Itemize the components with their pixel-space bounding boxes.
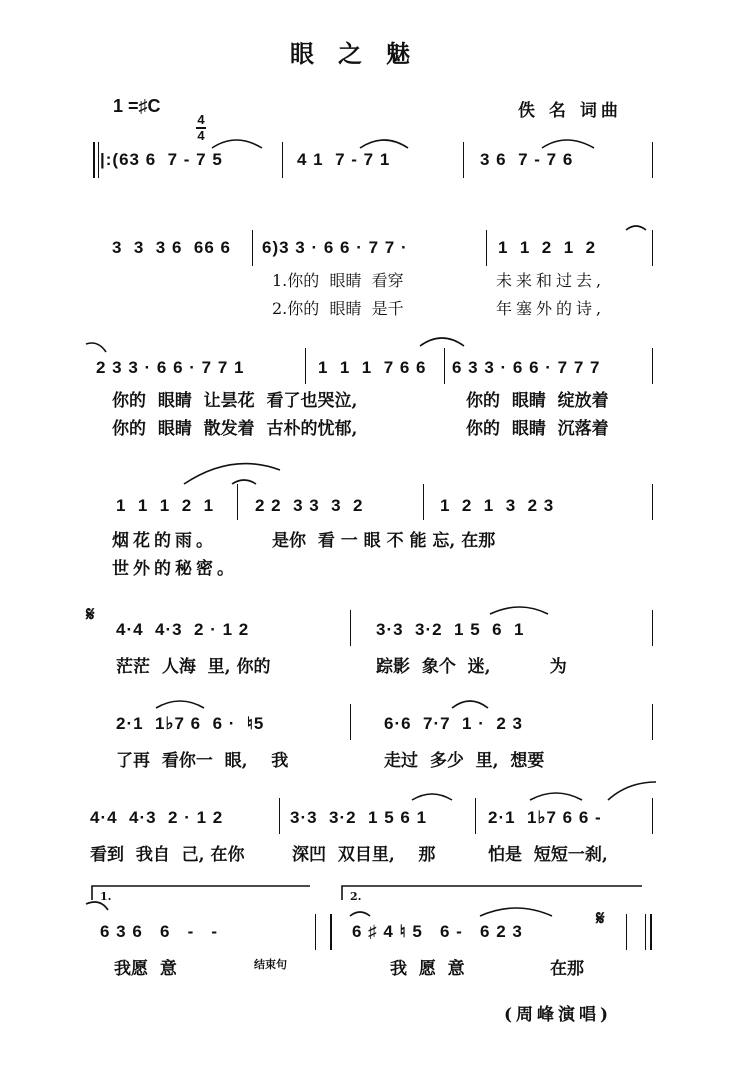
slur bbox=[350, 912, 370, 916]
system8-ending2-notes: 6 ♯ 4 ♮ 5 6 - 6 2 3 bbox=[352, 922, 523, 941]
volta-bracket-2 bbox=[342, 886, 642, 900]
system7-lyrics1b: 深凹 双目里, 那 bbox=[292, 845, 436, 865]
system8-lyrics1c: 在那 bbox=[550, 959, 584, 979]
system8-lyrics1a: 我愿 意 bbox=[114, 959, 177, 979]
system5-measure2: 3·3 3·2 1 5 6 1 bbox=[376, 620, 525, 639]
slur bbox=[360, 140, 408, 148]
system4-measure2: 2 2 3 3 3 2 bbox=[255, 496, 364, 515]
system3-lyrics1b: 你的 眼睛 绽放着 bbox=[466, 391, 609, 411]
performer-credit: (周峰演唱) bbox=[504, 1005, 613, 1025]
system3-measure2: 1 1 1 7 6 6 bbox=[318, 358, 427, 377]
slur bbox=[490, 607, 548, 614]
slur bbox=[420, 338, 464, 346]
segno-icon: 𝄋 bbox=[596, 906, 605, 930]
volta-bracket-1 bbox=[92, 886, 310, 900]
time-signature: 4 4 bbox=[197, 112, 205, 143]
end-phrase-label: 结束句 bbox=[254, 958, 287, 971]
system3-lyrics2b: 你的 眼睛 沉落着 bbox=[466, 419, 609, 439]
system4-measure3: 1 2 1 3 2 3 bbox=[440, 496, 555, 515]
system6-lyrics1a: 了再 看你一 眼, 我 bbox=[116, 751, 289, 771]
system4-lyrics2a: 世外的秘密。 bbox=[112, 559, 238, 579]
system2-lyrics1a: 1.你的 眼睛 看穿 bbox=[272, 271, 404, 290]
ending2-label: 2. bbox=[350, 890, 362, 903]
segno-icon: 𝄋 bbox=[86, 602, 95, 626]
system5-lyrics1a: 茫茫 人海 里, 你的 bbox=[116, 657, 271, 677]
slur bbox=[452, 701, 488, 708]
system2-measure3: 1 1 2 1 2 bbox=[498, 238, 597, 257]
system7-measure1: 4·4 4·3 2 · 1 2 bbox=[90, 808, 224, 827]
system2-lyrics2b: 年塞外的诗, bbox=[496, 299, 606, 318]
system2-measure2: 6)3 3 · 6 6 · 7 7 · bbox=[262, 238, 408, 257]
slur bbox=[232, 480, 256, 484]
slur bbox=[86, 902, 108, 910]
system5-lyrics1b: 踪影 象个 迷, 为 bbox=[376, 657, 567, 677]
system6-measure2: 6·6 7·7 1 · 2 3 bbox=[384, 714, 523, 733]
system8-ending1-notes: 6 3 6 6 - - bbox=[100, 922, 219, 941]
slur bbox=[412, 794, 452, 800]
system1-measure1: |:(63 6 7 - 7 5 bbox=[100, 150, 223, 169]
system6-lyrics1b: 走过 多少 里, 想要 bbox=[384, 751, 545, 771]
system7-lyrics1c: 怕是 短短一刹, bbox=[488, 845, 608, 865]
system3-measure3: 6 3 3 · 6 6 · 7 7 7 bbox=[452, 358, 601, 377]
slur bbox=[542, 140, 594, 148]
system3-lyrics1a: 你的 眼睛 让昙花 看了也哭泣, bbox=[112, 391, 358, 411]
system7-measure3: 2·1 1♭7 6 6 - bbox=[488, 808, 602, 827]
system2-lyrics1b: 未来和过去, bbox=[496, 271, 606, 290]
key-signature: 1 =♯C bbox=[113, 96, 161, 116]
system2-lyrics2a: 2.你的 眼睛 是千 bbox=[272, 299, 404, 318]
system3-measure1: 2 3 3 · 6 6 · 7 7 1 bbox=[96, 358, 245, 377]
system4-lyrics1a: 烟花的雨。 bbox=[112, 531, 217, 551]
system1-measure2: 4 1 7 - 7 1 bbox=[297, 150, 391, 169]
slur bbox=[86, 343, 106, 352]
system4-lyrics1b: 是你 看 一 眼 不 能 忘, 在那 bbox=[272, 531, 496, 551]
slur bbox=[480, 908, 552, 916]
ending1-label: 1. bbox=[100, 890, 112, 903]
system1-measure3: 3 6 7 - 7 6 bbox=[480, 150, 574, 169]
slur bbox=[530, 793, 582, 800]
slur bbox=[184, 464, 280, 484]
system2-measure1: 3 3 3 6 66 6 bbox=[112, 238, 231, 257]
system7-lyrics1a: 看到 我自 己, 在你 bbox=[90, 845, 245, 865]
song-title: 眼之魅 bbox=[290, 39, 434, 68]
system6-measure1: 2·1 1♭7 6 6 · ♮5 bbox=[116, 714, 265, 733]
system8-lyrics1b: 我 愿 意 bbox=[390, 959, 465, 979]
credit: 佚 名 词曲 bbox=[518, 101, 622, 121]
system4-measure1: 1 1 1 2 1 bbox=[116, 496, 215, 515]
system3-lyrics2a: 你的 眼睛 散发着 古朴的忧郁, bbox=[112, 419, 358, 439]
slur bbox=[626, 226, 646, 230]
slur bbox=[608, 782, 656, 800]
slur bbox=[156, 701, 204, 708]
system7-measure2: 3·3 3·2 1 5 6 1 bbox=[290, 808, 428, 827]
system5-measure1: 4·4 4·3 2 · 1 2 bbox=[116, 620, 250, 639]
slur bbox=[212, 140, 262, 148]
